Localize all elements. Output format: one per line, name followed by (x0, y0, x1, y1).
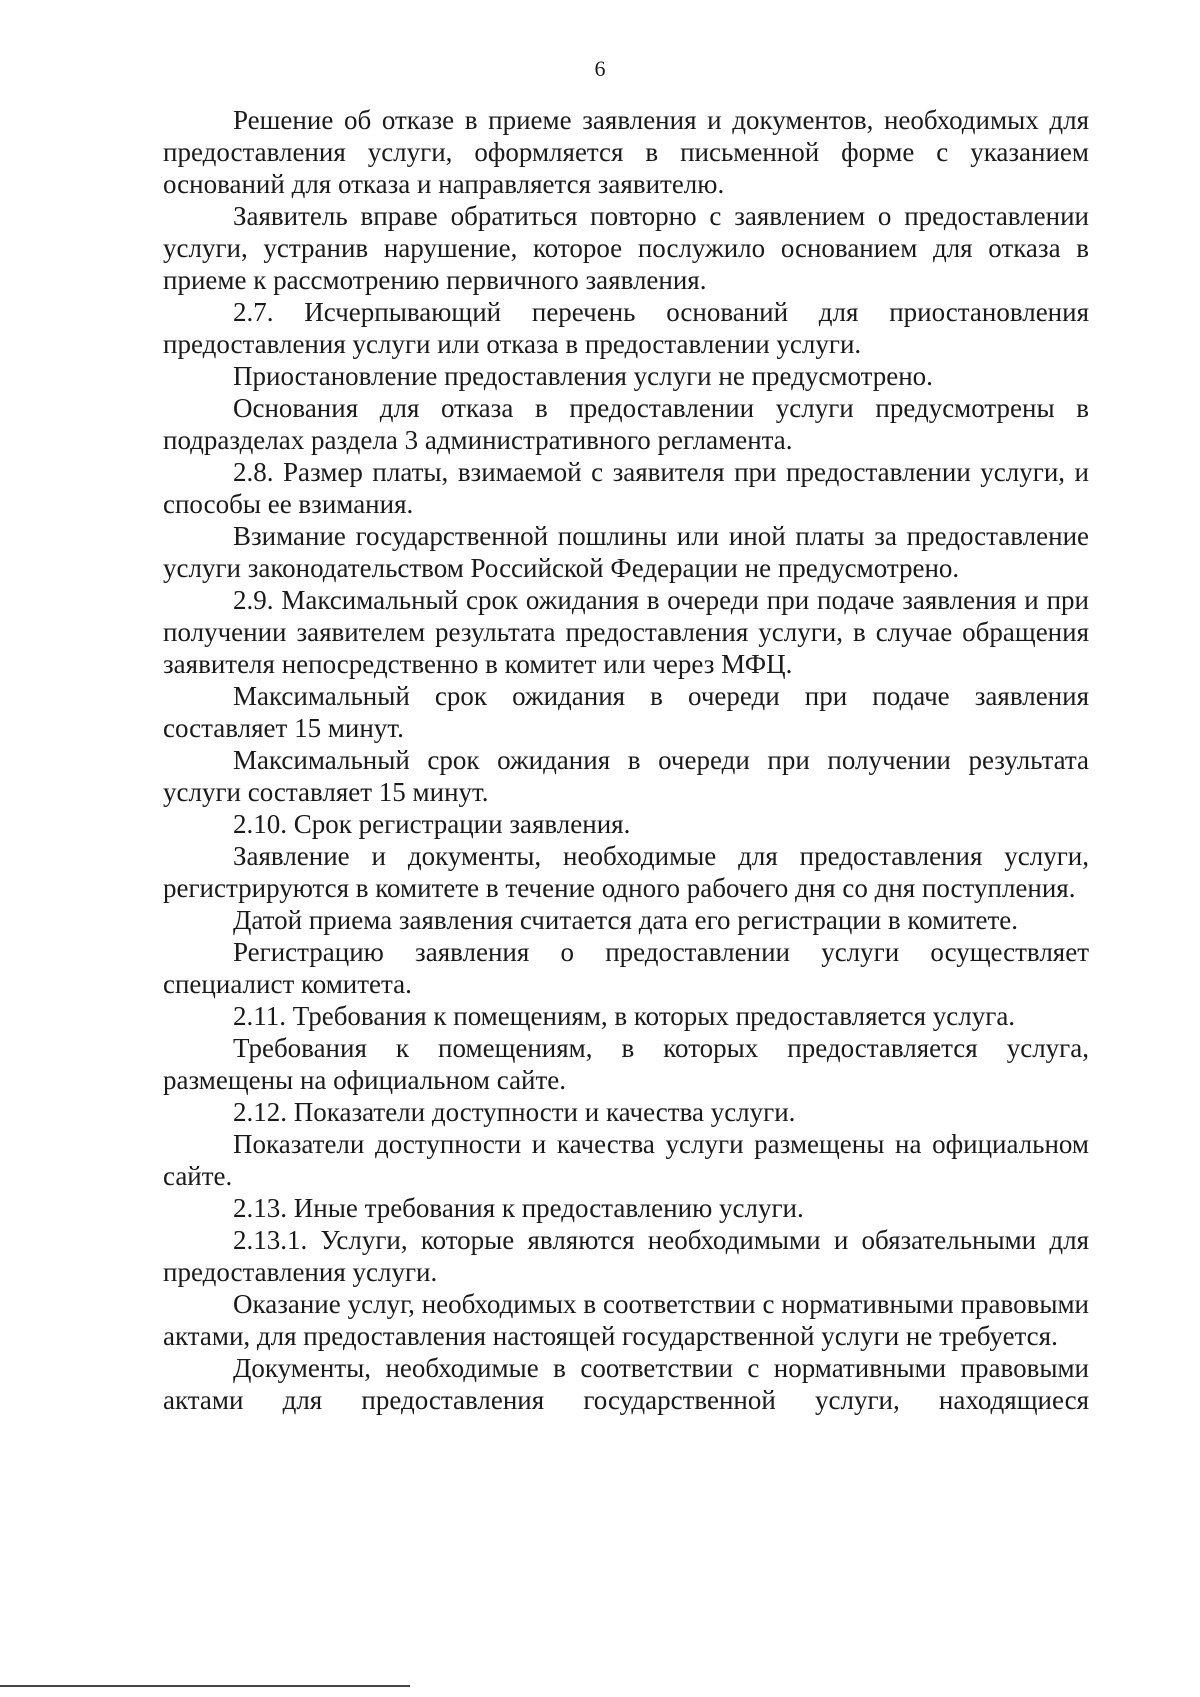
section-heading-2-7: 2.7. Исчерпывающий перечень оснований для приостановления предоставления услуги или отказа в предоставлении услуги. (163, 297, 1089, 359)
section-heading-2-8: 2.8. Размер платы, взимаемой с заявителя при предоставлении услуги, и способы ее взимания. (163, 457, 1089, 519)
paragraph: Показатели доступности и качества услуги размещены на официальном сайте. (163, 1129, 1089, 1191)
document-body (163, 104, 1089, 1416)
paragraph: Датой приема заявления считается дата его регистрации в комитете. (233, 905, 1019, 935)
paragraph: Заявление и документы, необходимые для предоставления услуги, регистрируются в комитете в течение одного рабочего дня со дня поступления. (163, 841, 1089, 903)
section-heading-2-9: 2.9. Максимальный срок ожидания в очереди при подаче заявления и при получении заявителем результата предоставления услуги, в случае обращения заявителя непосредственно в комитет или через МФЦ. (163, 585, 1089, 679)
paragraph: Взимание государственной пошлины или иной платы за предоставление услуги законодательством Российской Федерации не предусмотрено. (163, 521, 1089, 583)
section-heading-2-13-1: 2.13.1. Услуги, которые являются необходимыми и обязательными для предоставления услуги. (163, 1225, 1089, 1287)
paragraph: Регистрацию заявления о предоставлении услуги осуществляет специалист комитета. (163, 937, 1089, 999)
paragraph: Приостановление предоставления услуги не предусмотрено. (233, 361, 933, 391)
paragraph: Требования к помещениям, в которых предоставляется услуга, размещены на официальном сайте. (163, 1033, 1089, 1095)
paragraph: Решение об отказе в приеме заявления и документов, необходимых для предоставления услуги, оформляется в письменной форме с указанием оснований для отказа и направляется заявителю. (163, 105, 1089, 199)
paragraph: Оказание услуг, необходимых в соответствии с нормативными правовыми актами, для предоставления настоящей государственной услуги не требуется. (163, 1289, 1089, 1351)
section-heading-2-11: 2.11. Требования к помещениям, в которых предоставляется услуга. (233, 1001, 1016, 1031)
section-heading-2-13: 2.13. Иные требования к предоставлению услуги. (233, 1193, 804, 1223)
page-number: 6 (594, 56, 606, 81)
paragraph: Основания для отказа в предоставлении услуги предусмотрены в подразделах раздела 3 административного регламента. (163, 393, 1089, 455)
paragraph: Заявитель вправе обратиться повторно с заявлением о предоставлении услуги, устранив нарушение, которое послужило основанием для отказа в приеме к рассмотрению первичного заявления. (163, 201, 1089, 295)
section-heading-2-12: 2.12. Показатели доступности и качества услуги. (233, 1097, 796, 1127)
paragraph: Максимальный срок ожидания в очереди при подаче заявления составляет 15 минут. (163, 681, 1089, 743)
section-heading-2-10: 2.10. Срок регистрации заявления. (233, 809, 631, 839)
paragraph: Максимальный срок ожидания в очереди при получении результата услуги составляет 15 минут. (163, 745, 1089, 807)
paragraph-continued: Документы, необходимые в соответствии с нормативными правовыми актами для предоставления государственной услуги, находящиеся (163, 1353, 1089, 1415)
footer-divider (0, 1685, 410, 1687)
